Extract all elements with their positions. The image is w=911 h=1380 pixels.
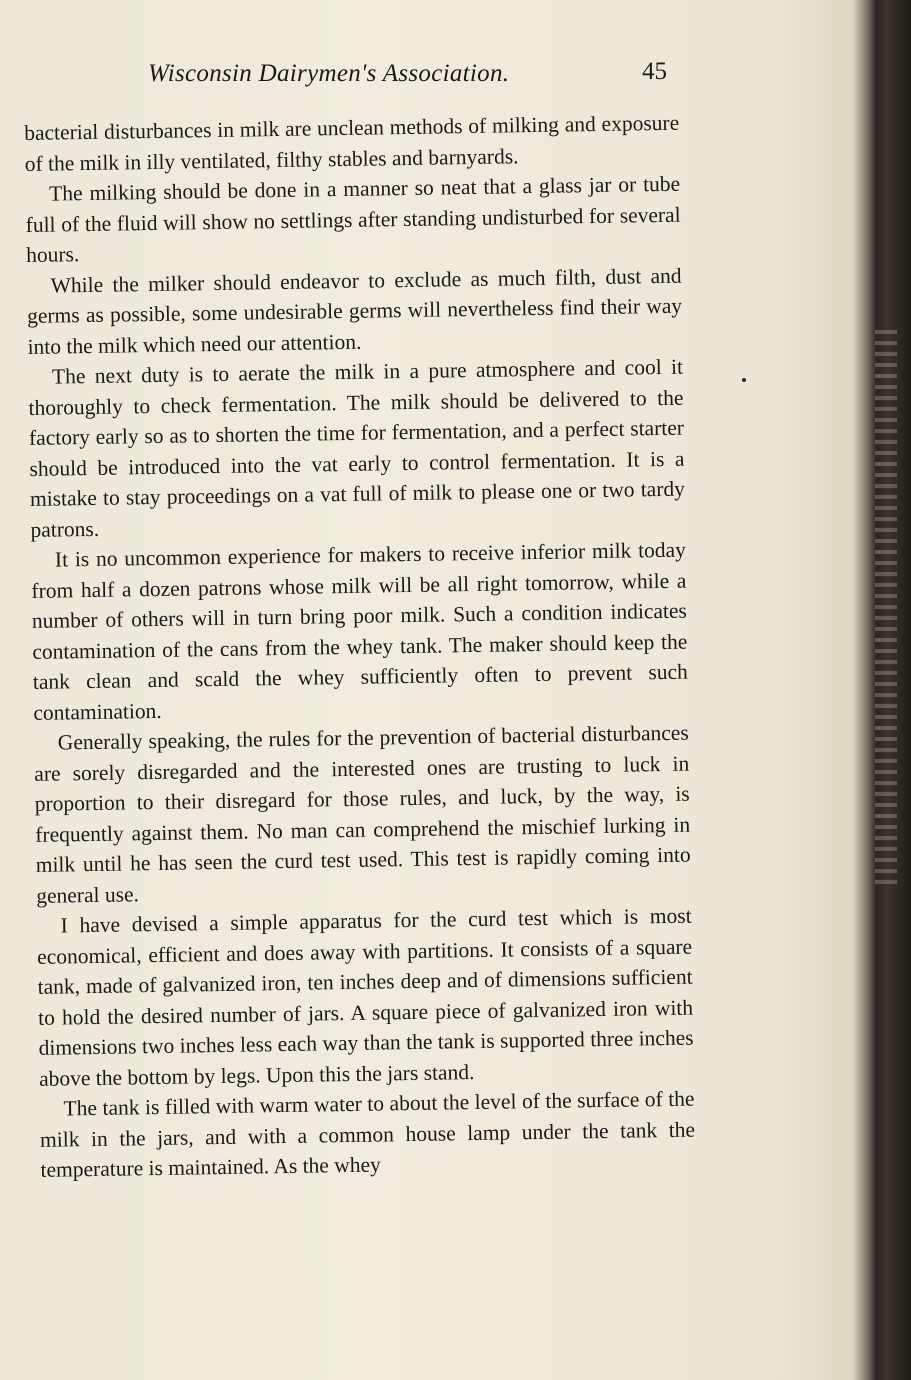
body-text xyxy=(24,108,696,1186)
paragraph: The milking should be done in a manner so neat that a glass jar or tube full of the fluid will show no settlings after standing undisturbed for several hours. xyxy=(25,171,681,267)
paragraph: The next duty is to aerate the milk in a pure atmosphere and cool it thoroughly to check fermentation. The milk should be delivered to the factory early so as to shorten the time for fermentation, and a perfect starter should be introduced into the vat early to control fermentation. It is a mistake to stay proceedings on a vat full of milk to please one or two tardy patrons. xyxy=(28,354,686,542)
running-title: Wisconsin Dairymen's Association. xyxy=(148,60,510,87)
paragraph: It is no uncommon experience for makers to receive inferior milk today from half a dozen patrons whose milk will be all right tomorrow, while a number of others will in turn bring poor milk. Such a condition indicates contamination of the cans from the whey tank. The maker should keep the tank clean and scald the whey sufficiently often to prevent such contamination. xyxy=(31,537,688,725)
ink-speck xyxy=(742,378,746,382)
paragraph: The tank is filled with warm water to about the level of the surface of the milk in the jars, and with a common house lamp under the tank the temperature is maintained. As the whey xyxy=(39,1086,696,1182)
paragraph: I have devised a simple apparatus for the curd test which is most economical, efficient and does away with partitions. It consists of a square tank, made of galvanized iron, ten inches deep and of dimensions sufficient to hold the desired number of jars. A square piece of galvanized iron with dimensions two inches less each way than the tank is supported three inches above the bottom by legs. Upon this the jars stand. xyxy=(36,903,694,1091)
page-number: 45 xyxy=(642,58,667,85)
paragraph: While the milker should endeavor to exclude as much filth, dust and germs as possible, some undesirable germs will nevertheless find their way into the milk which need our attention. xyxy=(26,263,683,359)
page-header xyxy=(0,58,911,98)
paragraph: bacterial disturbances in milk are unclean methods of milking and exposure of the milk in illy ventilated, filthy stables and barnyards. xyxy=(24,110,680,176)
paragraph: Generally speaking, the rules for the prevention of bacterial disturbances are sorely disregarded and the interested ones are trusting to luck in proportion to their disregard for those rules, and luck, by the way, is frequently against them. No man can comprehend the mischief lurking in milk until he has seen the curd test used. This test is rapidly coming into general use. xyxy=(34,720,691,908)
page-edge-bleed-through xyxy=(875,330,897,890)
